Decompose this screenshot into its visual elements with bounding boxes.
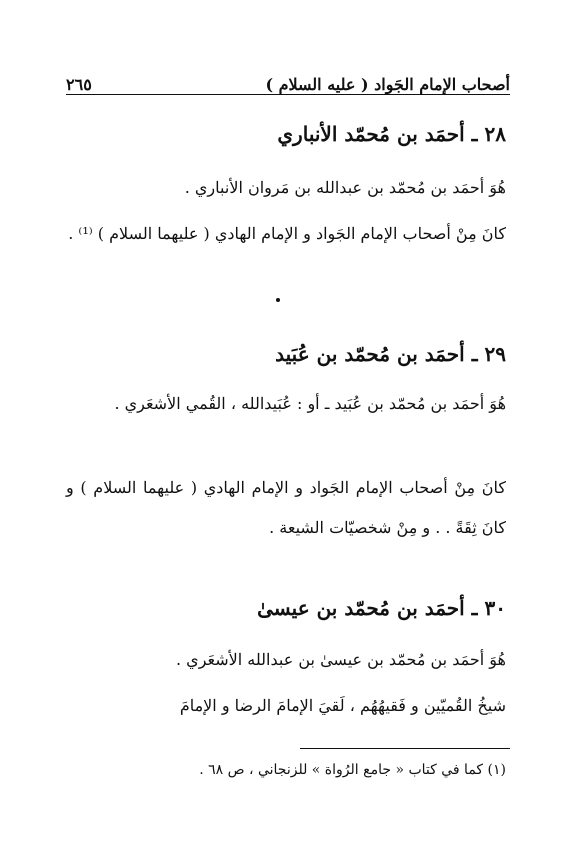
running-title: أصحاب الإمام الجَواد ( عليه السلام ) bbox=[265, 75, 510, 94]
entry-title-30: ٣٠ ـ أحمَد بن مُحمّد بن عيسىٰ bbox=[257, 596, 506, 620]
footnote-rule bbox=[300, 748, 510, 749]
entry-30-para-2: شيخُ القُميّين و فَقيهُهُم ، لَقيَ الإمامَ الرضا و الإمامَ bbox=[179, 696, 506, 715]
page-number: ٢٦٥ bbox=[66, 75, 92, 94]
footnote: (١) كما في كتاب « جامع الرُواة » للزنجاني ، ص ٦٨ . bbox=[199, 762, 506, 778]
entry-29-para-1: هُوَ أحمَد بن مُحمّد بن عُبَيد ـ أو : عُبَيدالله ، القُمي الأشعَري . bbox=[114, 394, 506, 413]
entry-title-29: ٢٩ ـ أحمَد بن مُحمّد بن عُبَيد bbox=[275, 342, 506, 366]
entry-28-para-1: هُوَ أحمَد بن مُحمّد بن عبدالله بن مَروان الأنباري . bbox=[184, 178, 506, 197]
running-header bbox=[66, 64, 510, 94]
header-rule bbox=[66, 94, 510, 95]
entry-28-para-2: كانَ مِنْ أصحاب الإمام الجَواد و الإمام الهادي ( عليهما السلام ) ⁽¹⁾ . bbox=[68, 224, 506, 243]
entry-29-para-2: كانَ مِنْ أصحاب الإمام الجَواد و الإمام الهادي ( عليهما السلام ) و كانَ ثِقَةً . . و مِنْ شخصيّات الشيعة . bbox=[66, 478, 506, 537]
stray-dot bbox=[276, 298, 280, 302]
entry-30-para-1: هُوَ أحمَد بن مُحمّد بن عيسىٰ بن عبدالله الأشعَري . bbox=[176, 650, 506, 669]
entry-title-28: ٢٨ ـ أحمَد بن مُحمّد الأنباري bbox=[277, 122, 506, 146]
